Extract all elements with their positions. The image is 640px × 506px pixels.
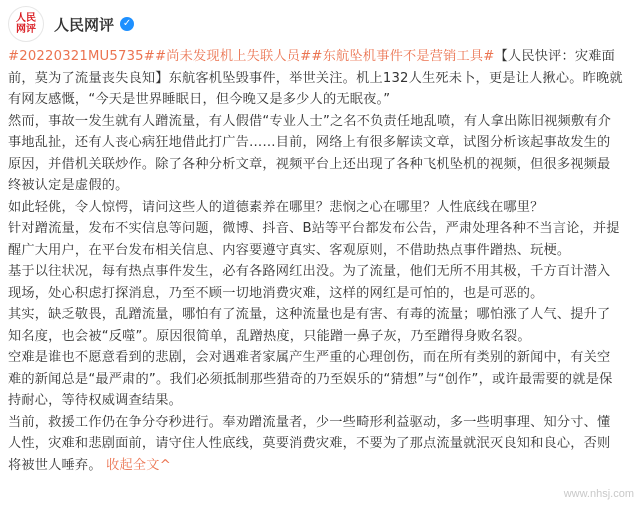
avatar-line1: 人民 [16, 13, 36, 24]
post-paragraph-5: 基于以往状况，每有热点事件发生，必有各路网红出没。为了流量，他们无所不用其极，千方百计潜入现场，处心积虑打探消息，乃至不顾一切地消费灾难，这样的网红是可怕的，也是可恶的。 [8, 264, 611, 301]
collapse-caret-icon: ^ [159, 457, 171, 473]
account-name[interactable]: 人民网评 [54, 15, 115, 34]
post-paragraph-1 [8, 46, 623, 111]
paragraph-text-1: 【人民快评：灾难面前，莫为了流量丧失良知】东航客机坠毁事件，举世关注。机上132人生死未卜，更是让人揪心。昨晚就有网友感慨，“今天是世界睡眠日，但今晚又是多少人的无眠夜。” [8, 49, 623, 107]
post-paragraph-4: 针对蹭流量，发布不实信息等问题，微博、抖音、B站等平台都发布公告，严肃处理各种不当言论，并提醒广大用户，在平台发布相关信息、内容要遵守真实、客观原则，不借助热点事件蹭热、玩梗。 [8, 221, 620, 258]
topic-link-1[interactable]: #20220321MU5735# [8, 49, 156, 64]
watermark: www.nhsj.com [563, 488, 634, 500]
post-paragraph-7: 空难是谁也不愿意看到的悲剧，会对遇难者家属产生严重的心理创伤，而在所有类别的新闻中，有关空难的新闻总是“最严肃的”。我们必须抵制那些猎奇的乃至娱乐的“猜想”与“创作”，或许最需要的就是保持耐心，等待权威调查结果。 [8, 350, 613, 408]
post-paragraph-8 [8, 412, 623, 477]
topic-link-2[interactable]: #尚未发现机上失联人员# [155, 49, 312, 64]
post-content [8, 46, 623, 476]
account-avatar[interactable] [8, 6, 44, 42]
post-paragraph-3: 如此轻佻，令人惊愕，请问这些人的道德素养在哪里？悲悯之心在哪里？人性底线在哪里？ [8, 199, 544, 215]
post-header [8, 6, 134, 42]
post-paragraph-2: 然而，事故一发生就有人蹭流量，有人假借“专业人士”之名不负责任地乱喷，有人拿出陈旧视频敷有介事地乱扯，还有人丧心病狂地借此打广告……目前，网络上有很多解读文章，试图分析该起事故发生的原因，并借机关联炒作。除了各种分析文章，视频平台上还出现了各种飞机坠机的视频，但很多视频最终被认定是虚假的。 [8, 113, 612, 193]
paragraph-text-8: 当前，救援工作仍在争分夺秒进行。奉劝蹭流量者，少一些畸形利益驱动，多一些明事理、知分寸、懂人性，灾难和悲剧面前，请守住人性底线，莫要消费灾难，不要为了那点流量就泯灭良知和良心，否则将被世人唾弃。 [8, 414, 611, 473]
collapse-link[interactable] [106, 458, 171, 473]
topic-link-3[interactable]: #东航坠机事件不是营销工具# [311, 49, 495, 64]
collapse-link-label: 收起全文 [106, 457, 160, 473]
avatar-line2: 网评 [16, 24, 36, 35]
post-paragraph-6: 其实，缺乏敬畏，乱蹭流量，哪怕有了流量，这种流量也是有害、有毒的流量；哪怕涨了人气、提升了知名度，也会被“反噬”。原因很简单，乱蹭热度，只能蹭一鼻子灰，乃至蹭得身败名裂。 [8, 307, 611, 344]
verified-check-icon: ✓ [120, 17, 134, 31]
